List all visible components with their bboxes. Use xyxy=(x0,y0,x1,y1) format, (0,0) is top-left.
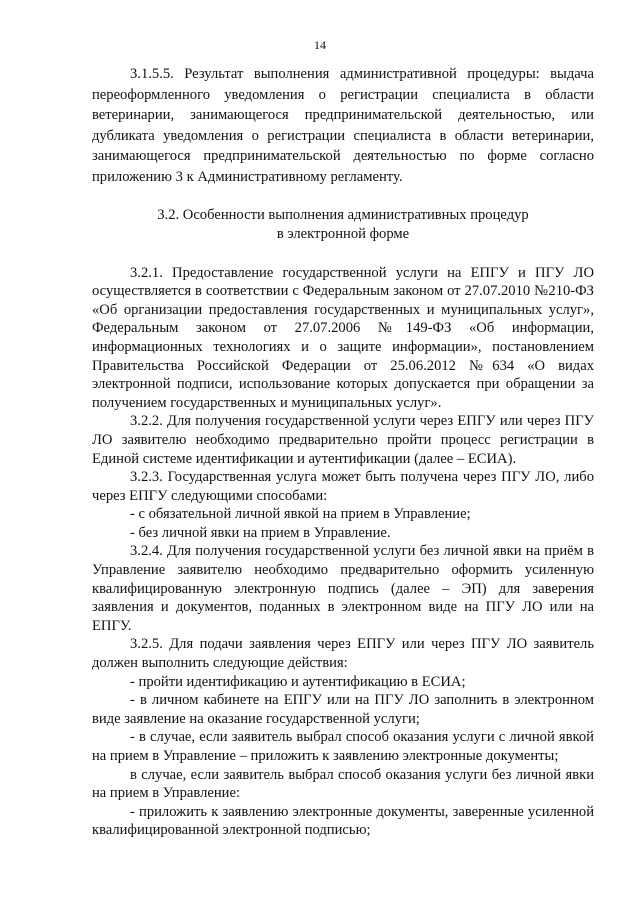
section-heading-line1: 3.2. Особенности выполнения административных процедур xyxy=(157,206,529,223)
paragraph-3-2-5: 3.2.5. Для подачи заявления через ЕПГУ или через ПГУ ЛО заявитель должен выполнить следующие действия: xyxy=(92,636,594,672)
list-item: - с обязательной личной явкой на прием в Управление; xyxy=(130,506,471,523)
document-body xyxy=(92,64,594,840)
page-number: 14 xyxy=(314,38,326,52)
list-item: - без личной явки на прием в Управление. xyxy=(130,524,391,541)
paragraph-3-1-5-5: 3.1.5.5. Результат выполнения административной процедуры: выдача переоформленного уведомления о регистрации специалиста в области ветеринарии, занимающегося предпринимательской деятельностью, или дубликата уведомления о регистрации специалиста в области ветеринарии, занимающегося предпринимательской деятельностью по форме согласно приложению 3 к Административному регламенту. xyxy=(92,66,594,185)
list-item: в случае, если заявитель выбрал способ оказания услуги без личной явки на прием в Управление: xyxy=(92,766,594,802)
section-heading xyxy=(92,206,594,244)
list-item: - в случае, если заявитель выбрал способ оказания услуги с личной явкой на прием в Управление – приложить к заявлению электронные документы; xyxy=(92,729,594,764)
list-item: - в личном кабинете на ЕПГУ или на ПГУ ЛО заполнить в электронном виде заявление на оказание государственной услуги; xyxy=(92,692,594,727)
paragraph-3-2-2: 3.2.2. Для получения государственной услуги через ЕПГУ или через ПГУ ЛО заявителю необходимо предварительно пройти процесс регистрации в Единой системе идентификации и аутентификации (далее – ЕСИА). xyxy=(92,413,594,467)
list-item: - пройти идентификацию и аутентификацию в ЕСИА; xyxy=(130,673,466,690)
paragraph-3-2-3: 3.2.3. Государственная услуга может быть получена через ПГУ ЛО, либо через ЕПГУ следующими способами: xyxy=(92,469,594,504)
section-heading-line2: в электронной форме xyxy=(276,225,410,242)
list-item: - приложить к заявлению электронные документы, заверенные усиленной квалифицированной электронной подписью; xyxy=(92,803,594,839)
paragraph-3-2-1: 3.2.1. Предоставление государственной услуги на ЕПГУ и ПГУ ЛО осуществляется в соответствии с Федеральным законом от 27.07.2010 №210-ФЗ «Об организации предоставления государственных и муниципальных услуг», Федеральным законом от 27.07.2006 №149-ФЗ «Об информации, информационных технологиях и о защите информации», постановлением Правительства Российской Федерации от 25.06.2012 №634 «О видах электронной подписи, использование которых допускается при обращении за получением государственных и муниципальных услуг». xyxy=(92,264,594,411)
paragraph-3-2-4: 3.2.4. Для получения государственной услуги без личной явки на приём в Управление заявителю необходимо предварительно оформить усиленную квалифицированную электронную подпись (далее – ЭП) для заверения заявления и документов, поданных в электронном виде на ПГУ ЛО или на ЕПГУ. xyxy=(92,543,594,634)
